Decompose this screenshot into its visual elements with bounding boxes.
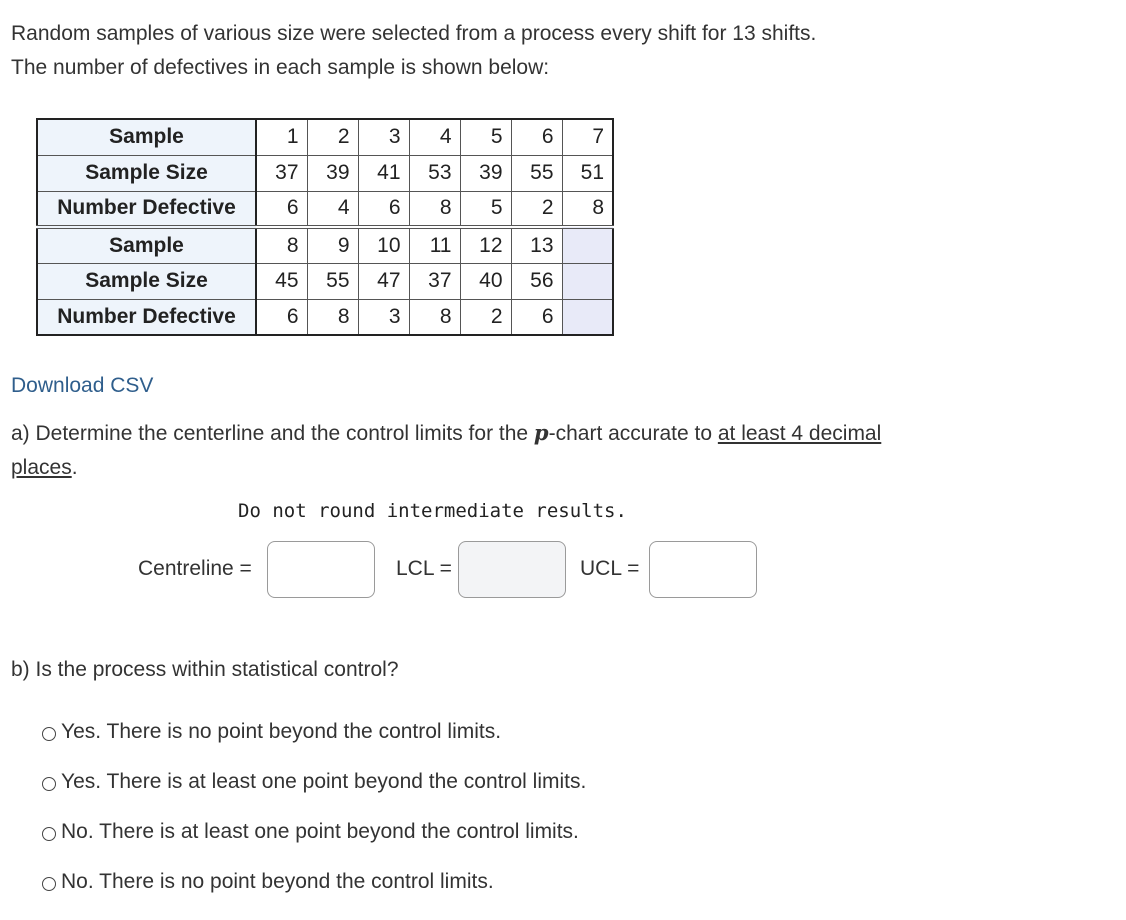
table-cell: 55 (307, 263, 358, 299)
table-cell: 11 (409, 227, 460, 263)
table-cell: 2 (511, 191, 562, 227)
option-label: No. There is no point beyond the control limits. (61, 870, 494, 893)
radio-circle-icon[interactable] (42, 777, 56, 791)
table-cell: 55 (511, 155, 562, 191)
table-cell: 13 (511, 227, 562, 263)
answer-row (0, 540, 1126, 602)
table-cell: 6 (511, 119, 562, 155)
table-cell: 10 (358, 227, 409, 263)
option-label: No. There is at least one point beyond the control limits. (61, 820, 579, 843)
option-label: Yes. There is at least one point beyond the control limits. (61, 770, 587, 793)
defectives-table (36, 118, 614, 336)
table-cell: 3 (358, 299, 409, 335)
table-row (37, 119, 613, 155)
table-cell: 4 (409, 119, 460, 155)
table-row (37, 155, 613, 191)
radio-option[interactable] (42, 720, 586, 770)
centreline-label: Centreline = (138, 557, 252, 580)
table-cell: 5 (460, 191, 511, 227)
table-cell: 37 (409, 263, 460, 299)
table-cell: 12 (460, 227, 511, 263)
table-cell: 8 (409, 191, 460, 227)
lcl-label: LCL = (396, 557, 452, 580)
rounding-note: Do not round intermediate results. (238, 500, 627, 522)
ucl-label: UCL = (580, 557, 640, 580)
empty-cell (562, 263, 613, 299)
part-a-text: a) Determine the centerline and the control limits for the (11, 422, 534, 445)
radio-circle-icon[interactable] (42, 877, 56, 891)
ucl-input[interactable] (649, 541, 757, 598)
part-b-options (42, 720, 586, 920)
table-cell: 51 (562, 155, 613, 191)
table-cell: 8 (307, 299, 358, 335)
row-label-sample-size: Sample Size (37, 263, 256, 299)
radio-circle-icon[interactable] (42, 827, 56, 841)
table-cell: 41 (358, 155, 409, 191)
intro-line-1: Random samples of various size were selected from a process every shift for 13 shifts. (11, 22, 817, 45)
table-cell: 1 (256, 119, 307, 155)
problem-intro (11, 17, 816, 85)
lcl-input[interactable] (458, 541, 566, 598)
table-cell: 2 (307, 119, 358, 155)
math-p: p (533, 420, 549, 445)
radio-option[interactable] (42, 820, 586, 870)
table-row (37, 299, 613, 335)
part-a-text-mid: -chart accurate to (548, 422, 718, 445)
part-a-question (11, 416, 891, 485)
row-label-number-defective: Number Defective (37, 299, 256, 335)
table-cell: 47 (358, 263, 409, 299)
table-cell: 7 (562, 119, 613, 155)
table-cell: 6 (511, 299, 562, 335)
table-cell: 39 (307, 155, 358, 191)
table-cell: 6 (256, 191, 307, 227)
table-cell: 6 (358, 191, 409, 227)
row-label-number-defective: Number Defective (37, 191, 256, 227)
empty-cell (562, 227, 613, 263)
radio-circle-icon[interactable] (42, 727, 56, 741)
part-a-text-end: . (71, 456, 78, 479)
table-cell: 4 (307, 191, 358, 227)
table-cell: 37 (256, 155, 307, 191)
table-cell: 39 (460, 155, 511, 191)
option-label: Yes. There is no point beyond the control limits. (61, 720, 502, 743)
table-cell: 9 (307, 227, 358, 263)
table-cell: 3 (358, 119, 409, 155)
table-cell: 5 (460, 119, 511, 155)
centreline-input[interactable] (267, 541, 375, 598)
row-label-sample-size: Sample Size (37, 155, 256, 191)
precision-requirement: at least 4 decimal places (11, 422, 882, 479)
row-label-sample: Sample (37, 119, 256, 155)
radio-option[interactable] (42, 870, 586, 920)
radio-option[interactable] (42, 770, 586, 820)
table-cell: 2 (460, 299, 511, 335)
download-csv-link[interactable]: Download CSV (11, 374, 154, 397)
row-label-sample: Sample (37, 227, 256, 263)
table-cell: 8 (256, 227, 307, 263)
table-cell: 8 (562, 191, 613, 227)
table-row (37, 227, 613, 263)
part-b-question: b) Is the process within statistical control? (11, 658, 399, 681)
table-cell: 53 (409, 155, 460, 191)
table-row (37, 191, 613, 227)
table-cell: 6 (256, 299, 307, 335)
table-cell: 40 (460, 263, 511, 299)
table-cell: 45 (256, 263, 307, 299)
empty-cell (562, 299, 613, 335)
table-cell: 8 (409, 299, 460, 335)
intro-line-2: The number of defectives in each sample is shown below: (11, 56, 550, 79)
table-cell: 56 (511, 263, 562, 299)
table-row (37, 263, 613, 299)
